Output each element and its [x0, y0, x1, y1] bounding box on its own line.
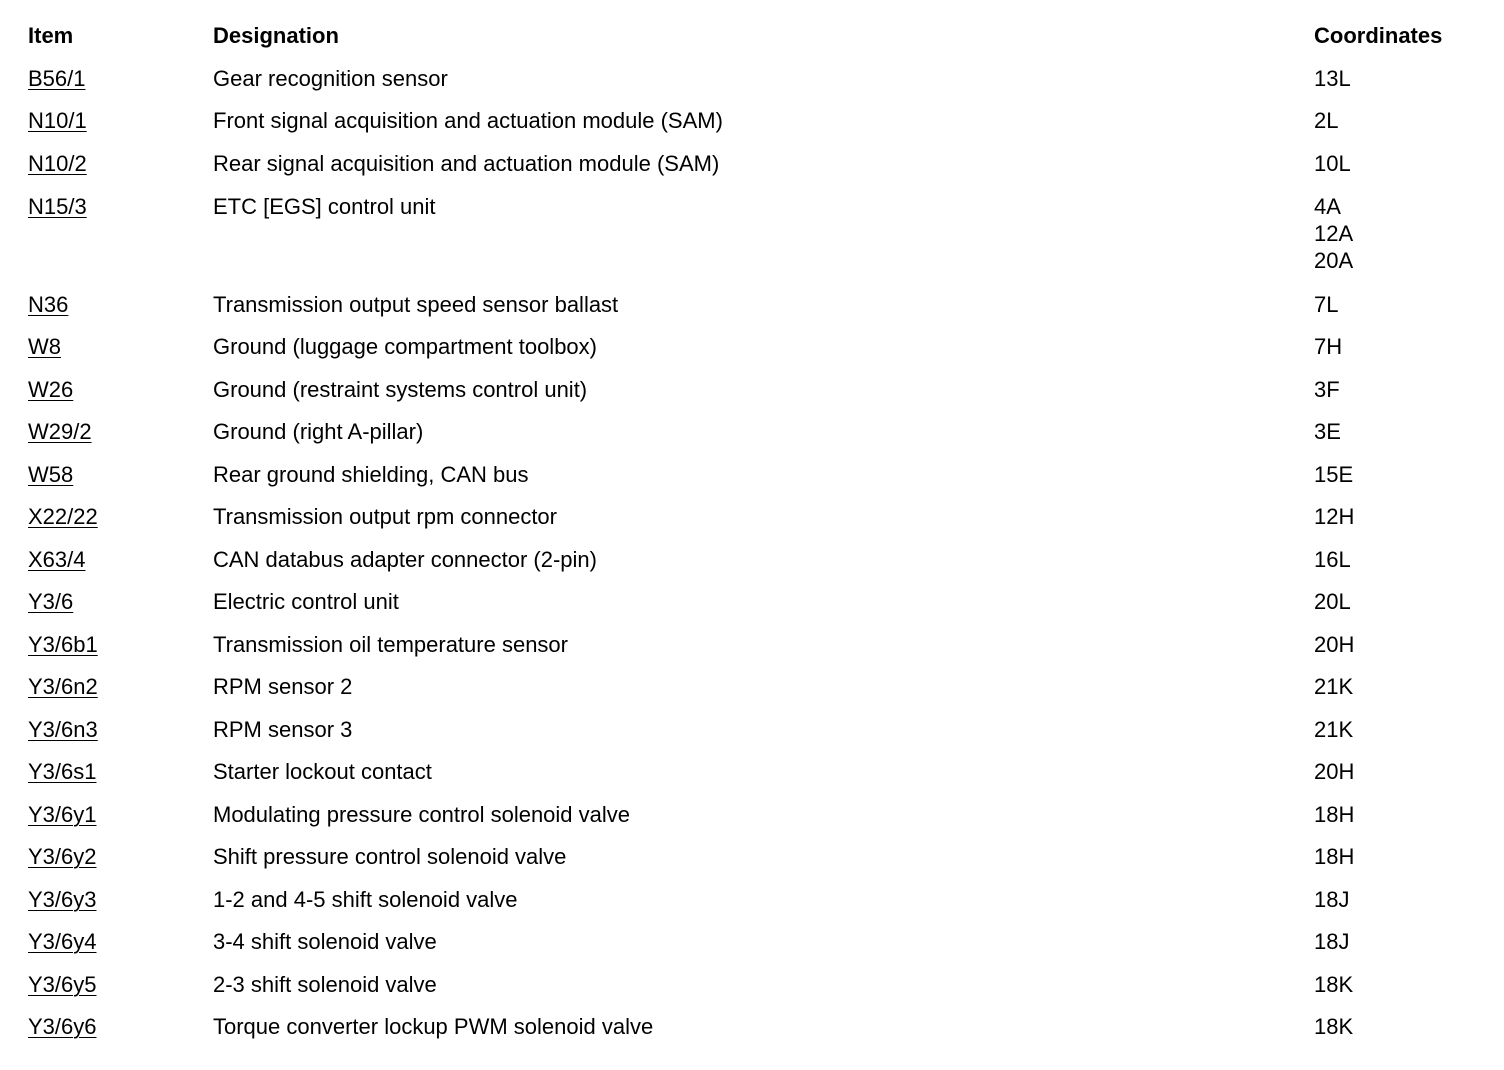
designation-text: Front signal acquisition and actuation module (SAM)	[213, 108, 723, 133]
coordinate-value: 7H	[1314, 334, 1343, 359]
designation-text: 1-2 and 4-5 shift solenoid valve	[213, 887, 518, 912]
coordinates-text	[1314, 801, 1354, 828]
designation-text: Rear signal acquisition and actuation module (SAM)	[213, 151, 720, 176]
designation-text: 3-4 shift solenoid valve	[213, 929, 437, 954]
coordinates-text	[1314, 461, 1353, 488]
coordinates-text	[1314, 193, 1353, 274]
coordinate-value: 18K	[1314, 972, 1354, 997]
coordinates-text	[1314, 418, 1341, 445]
item-link[interactable]: Y3/6y3	[28, 887, 97, 912]
coordinate-value: 2L	[1314, 108, 1339, 133]
designation-text: Starter lockout contact	[213, 759, 432, 784]
coordinates-text	[1314, 1013, 1353, 1040]
coordinates-text	[1314, 546, 1351, 573]
coordinate-value: 18H	[1314, 802, 1355, 827]
item-link[interactable]: Y3/6y5	[28, 972, 97, 997]
item-link[interactable]: Y3/6y6	[28, 1014, 97, 1039]
coordinate-value: 3F	[1314, 377, 1340, 402]
item-link[interactable]: Y3/6s1	[28, 759, 97, 784]
item-link[interactable]: N10/1	[28, 108, 87, 133]
item-link[interactable]: Y3/6y2	[28, 844, 97, 869]
coordinate-value: 20H	[1314, 632, 1355, 657]
coordinates-text	[1314, 150, 1351, 177]
coordinates-text	[1314, 843, 1354, 870]
coordinates-text	[1314, 65, 1351, 92]
coordinate-value: 20A	[1314, 248, 1354, 273]
designation-text: Shift pressure control solenoid valve	[213, 844, 567, 869]
coordinates-text	[1314, 291, 1338, 318]
coordinate-value: 21K	[1314, 674, 1354, 699]
coordinate-value: 18J	[1314, 887, 1350, 912]
coordinate-value: 16L	[1314, 547, 1351, 572]
coordinate-value: 10L	[1314, 151, 1351, 176]
designation-text: Ground (luggage compartment toolbox)	[213, 334, 597, 359]
coordinates-text	[1314, 107, 1338, 134]
item-link[interactable]: Y3/6y1	[28, 802, 97, 827]
coordinate-value: 15E	[1314, 462, 1354, 487]
coordinate-value: 18J	[1314, 929, 1350, 954]
item-link[interactable]: Y3/6n3	[28, 717, 98, 742]
item-link[interactable]: Y3/6y4	[28, 929, 97, 954]
coordinate-value: 12A	[1314, 221, 1354, 246]
coordinates-text	[1314, 928, 1349, 955]
designation-text: Rear ground shielding, CAN bus	[213, 462, 529, 487]
item-link[interactable]: X63/4	[28, 547, 86, 572]
item-link[interactable]: Y3/6	[28, 589, 74, 614]
coordinate-value: 12H	[1314, 504, 1355, 529]
coordinate-value: 18K	[1314, 1014, 1354, 1039]
designation-text: ETC [EGS] control unit	[213, 194, 436, 219]
designation-text: Electric control unit	[213, 589, 399, 614]
designation-text: Gear recognition sensor	[213, 66, 448, 91]
coordinate-value: 18H	[1314, 844, 1355, 869]
designation-text: 2-3 shift solenoid valve	[213, 972, 437, 997]
designation-text: Transmission output speed sensor ballast	[213, 292, 619, 317]
item-link[interactable]: Y3/6b1	[28, 632, 98, 657]
designation-text: RPM sensor 2	[213, 674, 353, 699]
coordinate-value: 20L	[1314, 589, 1351, 614]
coordinate-value: 7L	[1314, 292, 1339, 317]
item-link[interactable]: N15/3	[28, 194, 87, 219]
item-link[interactable]: W29/2	[28, 419, 92, 444]
designation-text: Ground (right A-pillar)	[213, 419, 424, 444]
coordinate-value: 4A	[1314, 194, 1341, 219]
coordinate-value: 21K	[1314, 717, 1354, 742]
item-link[interactable]: N36	[28, 292, 69, 317]
item-link[interactable]: N10/2	[28, 151, 87, 176]
coordinates-text	[1314, 588, 1351, 615]
item-link[interactable]: Y3/6n2	[28, 674, 98, 699]
column-header-designation: Designation	[213, 23, 339, 48]
coordinate-value: 13L	[1314, 66, 1351, 91]
coordinates-text	[1314, 758, 1354, 785]
coordinates-text	[1314, 503, 1354, 530]
column-header-coordinates: Coordinates	[1314, 23, 1443, 48]
designation-text: Ground (restraint systems control unit)	[213, 377, 588, 402]
coordinates-text	[1314, 716, 1353, 743]
item-link[interactable]: W58	[28, 462, 74, 487]
coordinate-value: 3E	[1314, 419, 1341, 444]
coordinates-text	[1314, 673, 1353, 700]
item-link[interactable]: W8	[28, 334, 61, 359]
designation-text: Modulating pressure control solenoid valve	[213, 802, 631, 827]
coordinates-text	[1314, 376, 1340, 403]
designation-text: Torque converter lockup PWM solenoid valve	[213, 1014, 654, 1039]
item-link[interactable]: W26	[28, 377, 74, 402]
coordinates-text	[1314, 333, 1342, 360]
coordinates-text	[1314, 631, 1354, 658]
designation-text: RPM sensor 3	[213, 717, 353, 742]
designation-text: CAN databus adapter connector (2-pin)	[213, 547, 597, 572]
coordinates-text	[1314, 886, 1349, 913]
designation-text: Transmission output rpm connector	[213, 504, 557, 529]
item-link[interactable]: B56/1	[28, 66, 86, 91]
designation-text: Transmission oil temperature sensor	[213, 632, 568, 657]
coordinates-text	[1314, 971, 1353, 998]
coordinate-value: 20H	[1314, 759, 1355, 784]
item-link[interactable]: X22/22	[28, 504, 98, 529]
column-header-item: Item	[28, 23, 74, 48]
